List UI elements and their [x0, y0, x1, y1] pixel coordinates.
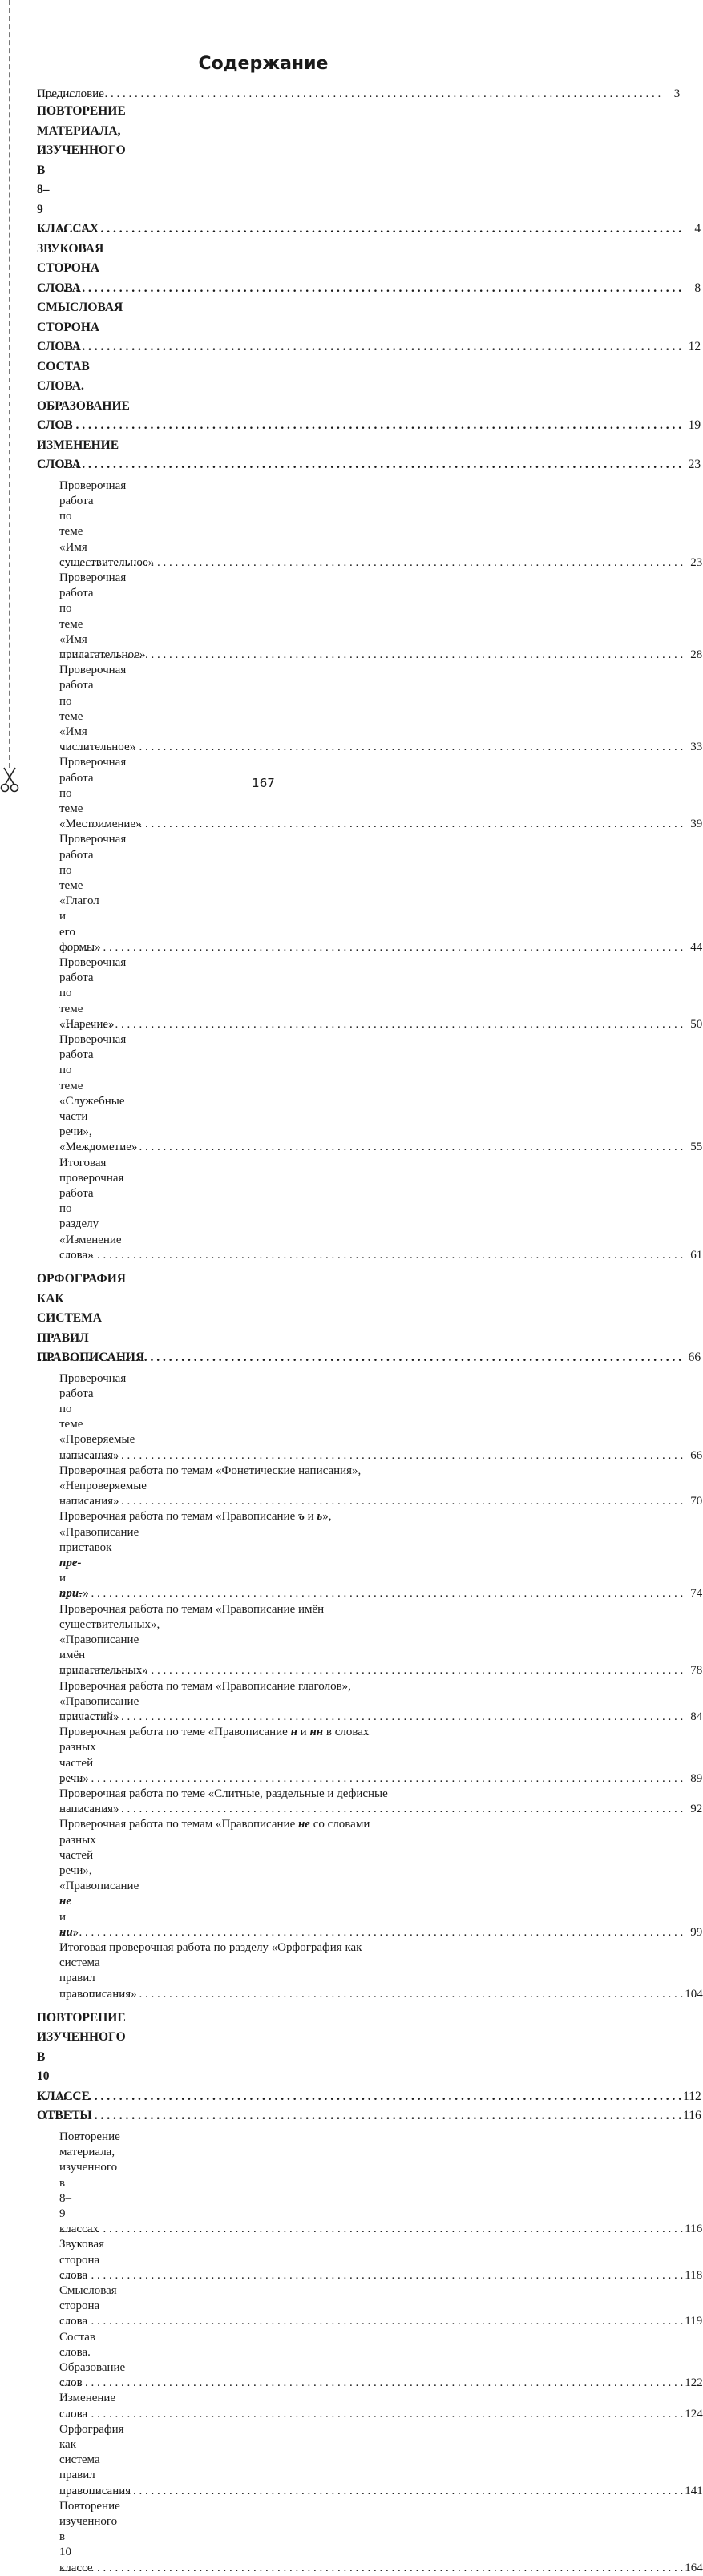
toc-entry[interactable]: Проверочная работа по теме «Служебные части речи», «Междометие» . . . 55	[37, 1032, 523, 1156]
toc-entry[interactable]: Проверочная работа по теме «Слитные, раздельные и дефисные написания» . . . 92	[37, 1787, 523, 1817]
toc-section-review10[interactable]: ПОВТОРЕНИЕ ИЗУЧЕННОГО В 10 КЛАССЕ . . . 112	[37, 2009, 523, 2107]
cut-line	[9, 0, 10, 768]
toc-entry[interactable]: Проверочная работа по теме «Имя числительное» . . . 33	[37, 663, 523, 755]
toc-entry[interactable]: Проверочная работа по теме «Имя прилагательное» . . . 28	[37, 571, 523, 663]
toc-entry[interactable]: Проверочная работа по теме «Глагол и его формы» . . . 44	[37, 832, 523, 955]
toc-entry[interactable]: Проверочная работа по теме «Наречие» . . . 50	[37, 955, 523, 1032]
toc-entry[interactable]: Изменение слова . . . 124	[37, 2391, 523, 2421]
toc-section-answers[interactable]: ОТВЕТЫ . . . 116	[37, 2106, 523, 2126]
toc-entry[interactable]: Проверочная работа по темам «Правописание глаголов», «Правописание причастий» . . . 84	[37, 1679, 523, 1726]
toc-entry[interactable]: Состав слова. Образование слов . . . 122	[37, 2330, 523, 2392]
toc-entry[interactable]: Повторение материала, изученного в 8–9 классах . . . 116	[37, 2130, 523, 2237]
toc-entry[interactable]: Проверочная работа по темам «Правописание имён существительных», «Правописание имён прилагательных» . . . 78	[37, 1602, 523, 1679]
table-of-contents	[37, 87, 703, 2576]
toc-entry[interactable]: Смысловая сторона слова . . . 119	[37, 2283, 523, 2330]
toc-entry[interactable]: Проверочная работа по темам «Правописание не со словами разных частей речи», «Правописание не и ни» . . . 99	[37, 1817, 523, 1940]
page-number: 167	[252, 776, 275, 790]
toc-entry[interactable]: Проверочная работа по теме «Имя существительное» . . . 23	[37, 478, 523, 571]
toc-entry[interactable]: Проверочная работа по темам «Фонетические написания», «Непроверяемые написания» . . . 70	[37, 1464, 523, 1510]
toc-entry[interactable]: Орфография как система правил правописания . . . 141	[37, 2422, 523, 2499]
toc-entry[interactable]: Повторение изученного в 10 классе . . . 164	[37, 2499, 523, 2576]
toc-section-orthography[interactable]: ОРФОГРАФИЯ КАК СИСТЕМА ПРАВИЛ ПРАВОПИСАНИЯ . . . 66	[37, 1270, 523, 1368]
toc-section-meaning[interactable]: СМЫСЛОВАЯ СТОРОНА СЛОВА . . . 12	[37, 298, 523, 357]
toc-entry[interactable]: Проверочная работа по теме «Местоимение» . . . 39	[37, 755, 523, 832]
toc-section-sound[interactable]: ЗВУКОВАЯ СТОРОНА СЛОВА . . . 8	[37, 240, 523, 299]
toc-entry[interactable]: Итоговая проверочная работа по разделу «Орфография как система правил правописания» . . . 104	[37, 1940, 523, 2002]
toc-entry[interactable]: Звуковая сторона слова . . . 118	[37, 2237, 523, 2283]
toc-entry-preface[interactable]: Предисловие . . . 3	[37, 87, 523, 102]
toc-section-composition[interactable]: СОСТАВ СЛОВА. ОБРАЗОВАНИЕ СЛОВ . . . 19	[37, 357, 523, 436]
toc-section-review89[interactable]: ПОВТОРЕНИЕ МАТЕРИАЛА, ИЗУЧЕННОГО В 8–9 КЛАССАХ . . . 4	[37, 102, 523, 240]
toc-entry[interactable]: Проверочная работа по темам «Правописание ъ и ь», «Правописание приставок пре- и при-» . . . 74	[37, 1509, 523, 1601]
toc-section-change[interactable]: ИЗМЕНЕНИЕ СЛОВА . . . 23	[37, 436, 523, 475]
toc-entry[interactable]: Проверочная работа по теме «Правописание н и нн в словах разных частей речи» . . . 89	[37, 1725, 523, 1787]
page-title: Содержание	[198, 54, 329, 74]
toc-entry[interactable]: Проверочная работа по теме «Проверяемые написания» . . . 66	[37, 1371, 523, 1464]
toc-entry[interactable]: Итоговая проверочная работа по разделу «Изменение слова» . . . 61	[37, 1156, 523, 1263]
